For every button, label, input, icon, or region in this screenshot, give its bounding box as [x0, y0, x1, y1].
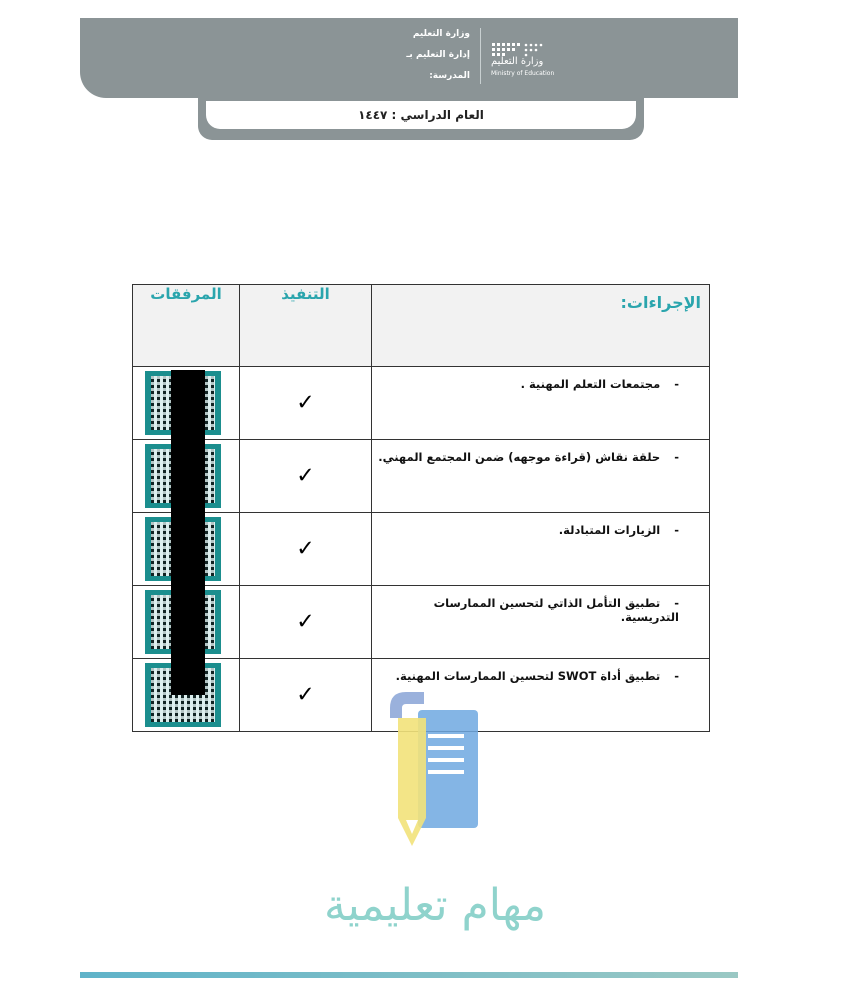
logo-arabic-text: وزارة التعليم — [491, 56, 544, 67]
procedure-text: تطبيق أداة SWOT لتحسين الممارسات المهنية. — [395, 669, 661, 683]
execution-cell — [240, 440, 372, 513]
bullet-dash: - — [674, 450, 679, 464]
procedure-cell — [372, 440, 710, 513]
footer-line — [80, 972, 738, 978]
procedure-text: الزيارات المتبادلة. — [558, 523, 661, 537]
bullet-dash: - — [674, 596, 679, 610]
header-procedures: الإجراءات: — [372, 285, 710, 367]
procedure-text: حلقة نقاش (قراءة موجهه) ضمن المجتمع المهني. — [378, 450, 661, 464]
checkmark-icon: ✓ — [296, 390, 315, 416]
checkmark-icon: ✓ — [296, 682, 315, 708]
ministry-line: وزارة التعليم — [412, 29, 470, 39]
bullet-dash: - — [674, 523, 679, 537]
ministry-info — [406, 24, 470, 87]
bullet-dash: - — [674, 377, 679, 391]
header-execution: التنفيذ — [240, 285, 372, 367]
checkmark-icon: ✓ — [296, 609, 315, 635]
execution-cell — [240, 513, 372, 586]
checkmark-icon: ✓ — [296, 463, 315, 489]
execution-cell — [240, 586, 372, 659]
execution-cell — [240, 659, 372, 732]
header-banner — [80, 18, 738, 98]
bullet-dash: - — [674, 669, 679, 683]
logo-divider — [480, 28, 481, 84]
table-row — [133, 440, 710, 513]
watermark-text: مهام تعليمية — [323, 880, 547, 931]
academic-year-bar — [198, 98, 644, 140]
admin-line: إدارة التعليم بـ — [406, 50, 470, 60]
procedure-cell — [372, 586, 710, 659]
procedure-cell — [372, 367, 710, 440]
execution-cell — [240, 367, 372, 440]
redaction-bar — [171, 370, 205, 695]
procedure-cell — [372, 513, 710, 586]
table-row — [133, 367, 710, 440]
school-line: المدرسة: — [429, 71, 470, 81]
academic-year: العام الدراسي : ١٤٤٧ — [206, 101, 636, 129]
procedures-table — [132, 284, 710, 732]
table-row — [133, 513, 710, 586]
header-attachments: المرفقات — [133, 285, 240, 367]
procedure-text: مجتمعات التعلم المهنية . — [520, 377, 661, 391]
table-header-row — [133, 285, 710, 367]
logo-english-text: Ministry of Education — [491, 70, 555, 77]
pencil-document-icon — [384, 688, 484, 848]
checkmark-icon: ✓ — [296, 536, 315, 562]
procedure-text: تطبيق التأمل الذاتي لتحسين الممارسات التدريسية. — [433, 596, 679, 624]
table-row — [133, 586, 710, 659]
